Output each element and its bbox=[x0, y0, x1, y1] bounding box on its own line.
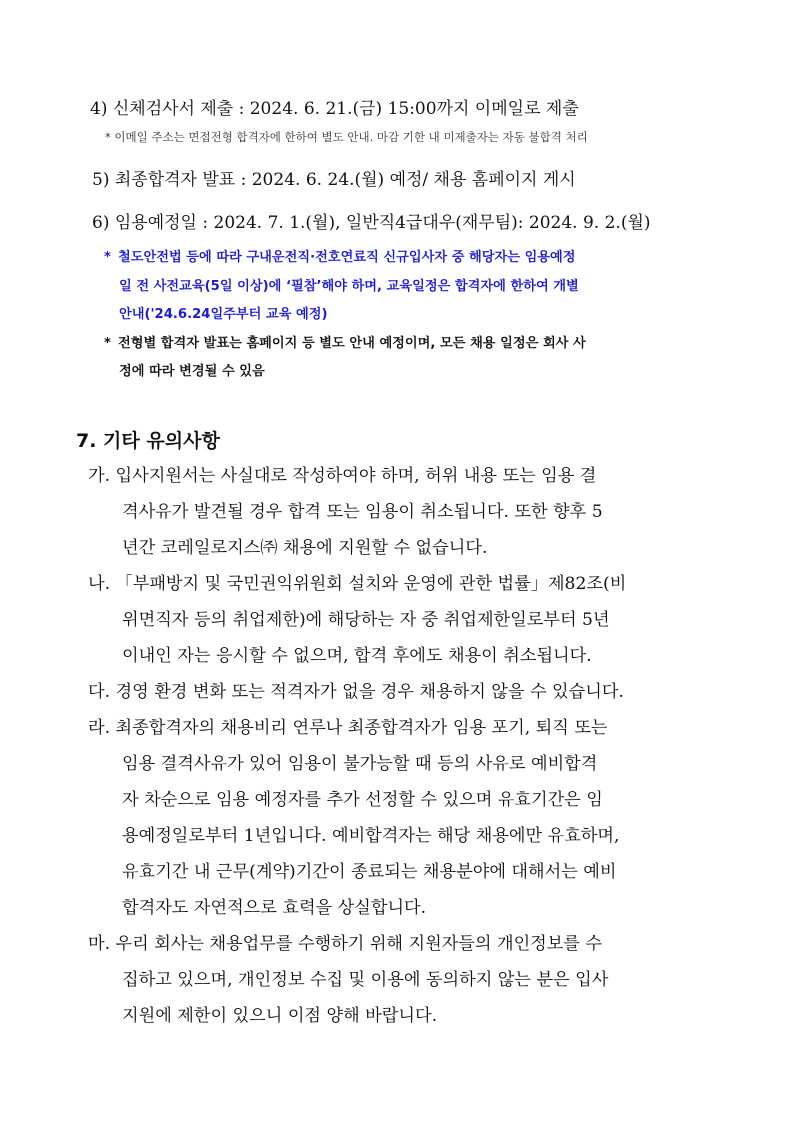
black-note-line-2: 정에 따라 변경될 수 있음 bbox=[119, 364, 265, 379]
item-na-line-3: 이내인 자는 응시할 수 없으며, 합격 후에도 채용이 취소됩니다. bbox=[122, 646, 592, 666]
item-ra-line-5: 유효기간 내 근무(계약)기간이 종료되는 채용분야에 대해서는 예비 bbox=[122, 862, 617, 882]
black-note-line-1: * 전형별 합격자 발표는 홈페이지 등 별도 안내 예정이며, 모든 채용 일정은 회사 사 bbox=[104, 336, 586, 351]
schedule-item-4-note: * 이메일 주소는 면접전형 합격자에 한하여 별도 안내. 마감 기한 내 미제출자는 자동 불합격 처리 bbox=[105, 130, 588, 144]
note-bullet-icon: * bbox=[104, 336, 111, 351]
item-ga-line-2: 격사유가 발견될 경우 합격 또는 임용이 취소됩니다. 또한 향후 5 bbox=[122, 502, 603, 522]
blue-note-line-3: 안내('24.6.24일주부터 교육 예정) bbox=[119, 307, 328, 322]
item-ra-line-6: 합격자도 자연적으로 효력을 상실합니다. bbox=[122, 898, 427, 918]
item-ra-line-1: 라. 최종합격자의 채용비리 연루나 최종합격자가 임용 포기, 퇴직 또는 bbox=[88, 718, 608, 738]
item-da-line-1: 다. 경영 환경 변화 또는 적격자가 없을 경우 채용하지 않을 수 있습니다. bbox=[88, 682, 624, 702]
item-ra-line-3: 자 차순으로 임용 예정자를 추가 선정할 수 있으며 유효기간은 임 bbox=[122, 790, 603, 810]
item-ma-line-1: 마. 우리 회사는 채용업무를 수행하기 위해 지원자들의 개인정보를 수 bbox=[88, 934, 603, 954]
item-ga-line-1: 가. 입사지원서는 사실대로 작성하여야 하며, 허위 내용 또는 임용 결 bbox=[88, 466, 597, 486]
schedule-item-6: 6) 임용예정일 : 2024. 7. 1.(월), 일반직4급대우(재무팀): 2024. 9. 2.(월) bbox=[92, 213, 651, 233]
item-na-line-2: 위면직자 등의 취업제한)에 해당하는 자 중 취업제한일로부터 5년 bbox=[122, 610, 610, 630]
item-ra-line-4: 용예정일로부터 1년입니다. 예비합격자는 해당 채용에만 유효하며, bbox=[122, 826, 620, 846]
item-na-line-1: 나. 「부패방지 및 국민권익위원회 설치와 운영에 관한 법률」제82조(비 bbox=[88, 574, 627, 594]
blue-note-line-1: * 철도안전법 등에 따라 구내운전직·전호연료직 신규입사자 중 해당자는 임용예정 bbox=[104, 250, 576, 265]
item-ma-line-3: 지원에 제한이 있으니 이점 양해 바랍니다. bbox=[122, 1006, 438, 1026]
item-ma-line-2: 집하고 있으며, 개인정보 수집 및 이용에 동의하지 않는 분은 입사 bbox=[122, 970, 609, 990]
item-ga-line-3: 년간 코레일로지스㈜ 채용에 지원할 수 없습니다. bbox=[122, 538, 488, 558]
note-bullet-icon: * bbox=[104, 250, 111, 265]
blue-note-line-2: 일 전 사전교육(5일 이상)에 ‘필참’해야 하며, 교육일정은 합격자에 한하여 개별 bbox=[119, 279, 579, 294]
schedule-item-5: 5) 최종합격자 발표 : 2024. 6. 24.(월) 예정/ 채용 홈페이지 게시 bbox=[92, 170, 576, 190]
section-title: 7. 기타 유의사항 bbox=[76, 430, 220, 452]
item-ra-line-2: 임용 결격사유가 있어 임용이 불가능할 때 등의 사유로 예비합격 bbox=[122, 754, 598, 774]
schedule-item-4: 4) 신체검사서 제출 : 2024. 6. 21.(금) 15:00까지 이메일로 제출 bbox=[90, 99, 579, 119]
